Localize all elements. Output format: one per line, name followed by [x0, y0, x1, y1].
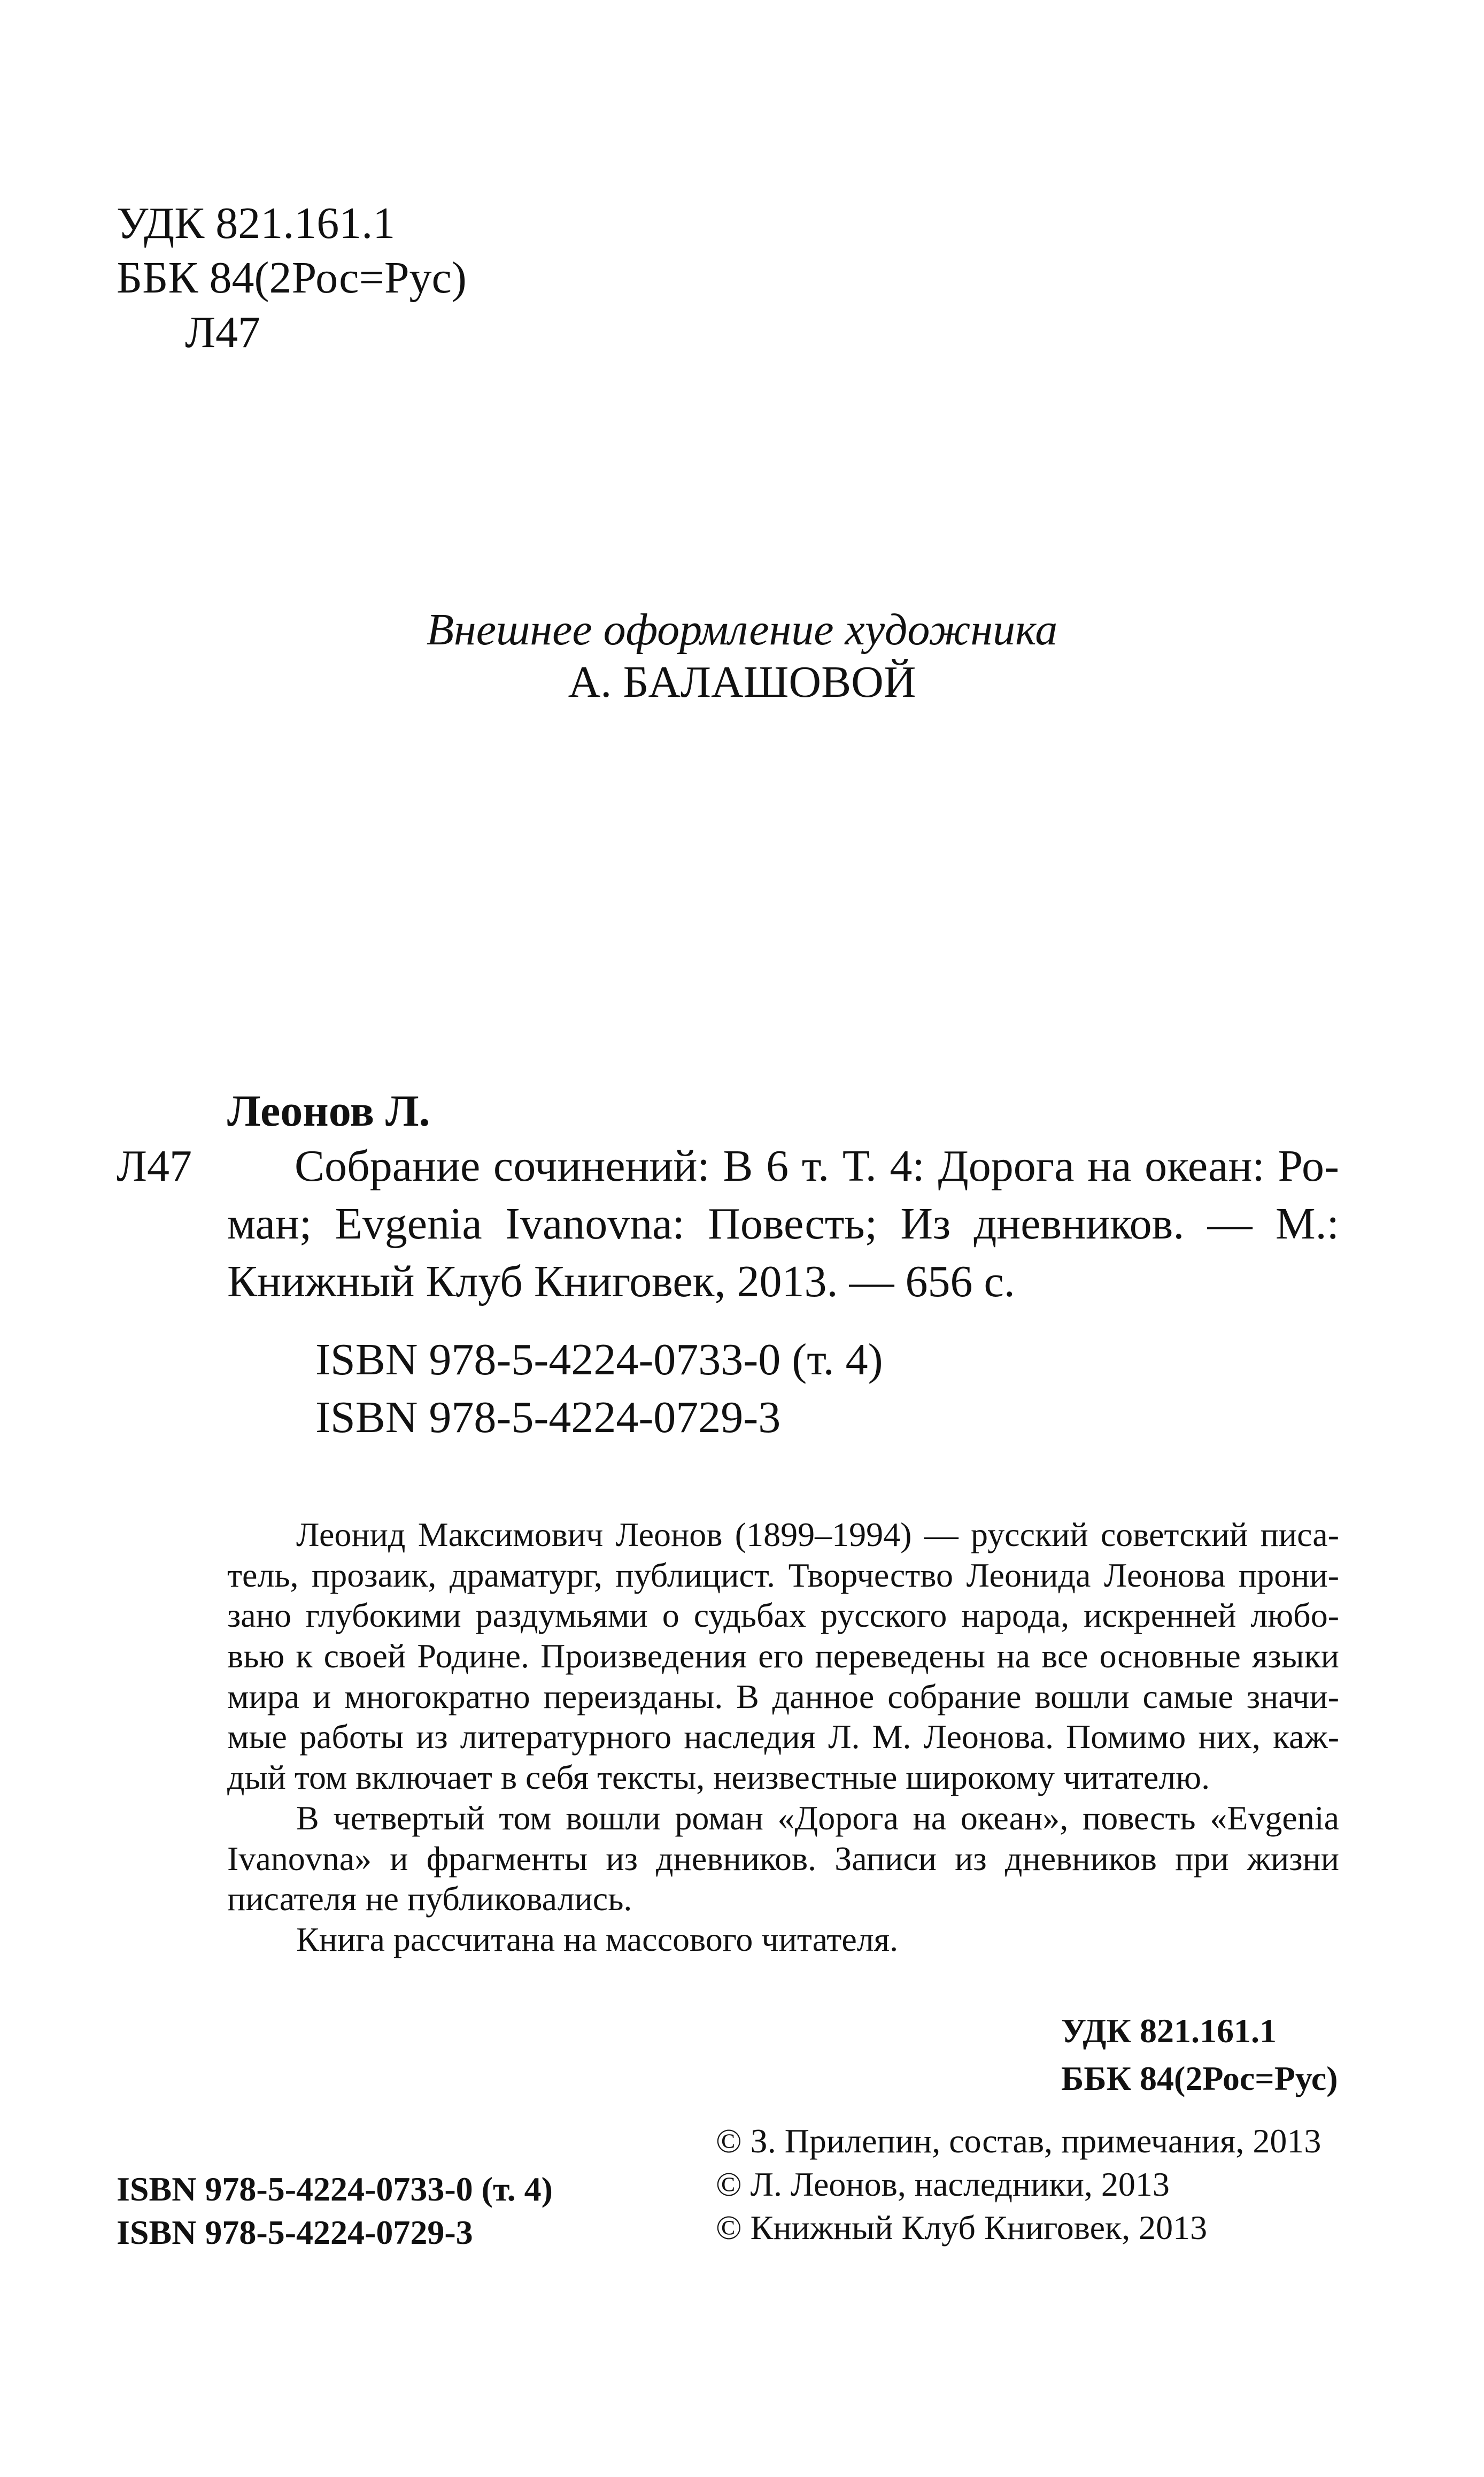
author-mark: Л47 [185, 307, 260, 357]
bbk-code-bottom: ББК 84(2Рос=Рус) [1061, 2059, 1338, 2097]
udk-code: УДК 821.161.1 [117, 198, 396, 248]
udk-code-bottom: УДК 821.161.1 [1061, 2012, 1277, 2050]
copyright-line: © Книжный Клуб Книговек, 2013 [716, 2209, 1208, 2247]
annotation-line: вью к своей Родине. Произведения его переведены на все основные языки [227, 1637, 1339, 1675]
annotation-line: Книга рассчитана на массового читателя. [296, 1920, 899, 1958]
copyright-line: © З. Прилепин, состав, примечания, 2013 [716, 2122, 1321, 2160]
record-author: Леонов Л. [227, 1086, 430, 1136]
designer-credit-label: Внешнее оформление художника [426, 605, 1058, 655]
annotation-line: зано глубокими раздумьями о судьбах русского народа, искренней любо- [227, 1596, 1339, 1635]
isbn-set: ISBN 978-5-4224-0729-3 [315, 1393, 781, 1442]
annotation [227, 1514, 1339, 1960]
annotation-line: Ivanovna» и фрагменты из дневников. Записи из дневников при жизни [227, 1839, 1339, 1878]
bbk-code: ББК 84(2Рос=Рус) [117, 253, 467, 303]
record-author-mark: Л47 [117, 1141, 192, 1191]
annotation-line: тель, прозаик, драматург, публицист. Творчество Леонида Леонова прони- [227, 1556, 1339, 1594]
isbn-volume: ISBN 978-5-4224-0733-0 (т. 4) [315, 1335, 883, 1384]
designer-name: А. БАЛАШОВОЙ [568, 657, 916, 707]
isbn-set-bottom: ISBN 978-5-4224-0729-3 [117, 2213, 473, 2251]
annotation-line: дый том включает в себя тексты, неизвестные широкому читателю. [227, 1758, 1210, 1797]
annotation-line: мира и многократно переизданы. В данное собрание вошли самые значи- [227, 1677, 1339, 1716]
classification-codes-top [117, 197, 467, 360]
description-line: Книжный Клуб Книговек, 2013. — 656 с. [227, 1257, 1015, 1306]
copyright-notices [716, 2121, 1321, 2251]
description-line: ман; Evgenia Ivanovna: Повесть; Из дневников. — М.: [227, 1199, 1339, 1249]
copyright-line: © Л. Леонов, наследники, 2013 [716, 2165, 1170, 2203]
annotation-line: писателя не публиковались. [227, 1880, 632, 1918]
annotation-line: мые работы из литературного наследия Л. М. Леонова. Помимо них, каж- [227, 1718, 1339, 1756]
record-isbn-list [315, 1333, 883, 1449]
isbn-volume-bottom: ISBN 978-5-4224-0733-0 (т. 4) [117, 2170, 553, 2208]
classification-codes-bottom [1061, 2011, 1338, 2106]
description-line: Собрание сочинений: В 6 т. Т. 4: Дорога на океан: Ро- [295, 1141, 1339, 1191]
isbn-list-bottom [117, 2169, 553, 2256]
annotation-line: В четвертый том вошли роман «Дорога на океан», повесть «Evgenia [296, 1798, 1339, 1837]
designer-credit [0, 603, 1484, 708]
annotation-line: Леонид Максимович Леонов (1899–1994) — русский советский писа- [296, 1516, 1339, 1553]
bibliographic-description [227, 1140, 1339, 1313]
